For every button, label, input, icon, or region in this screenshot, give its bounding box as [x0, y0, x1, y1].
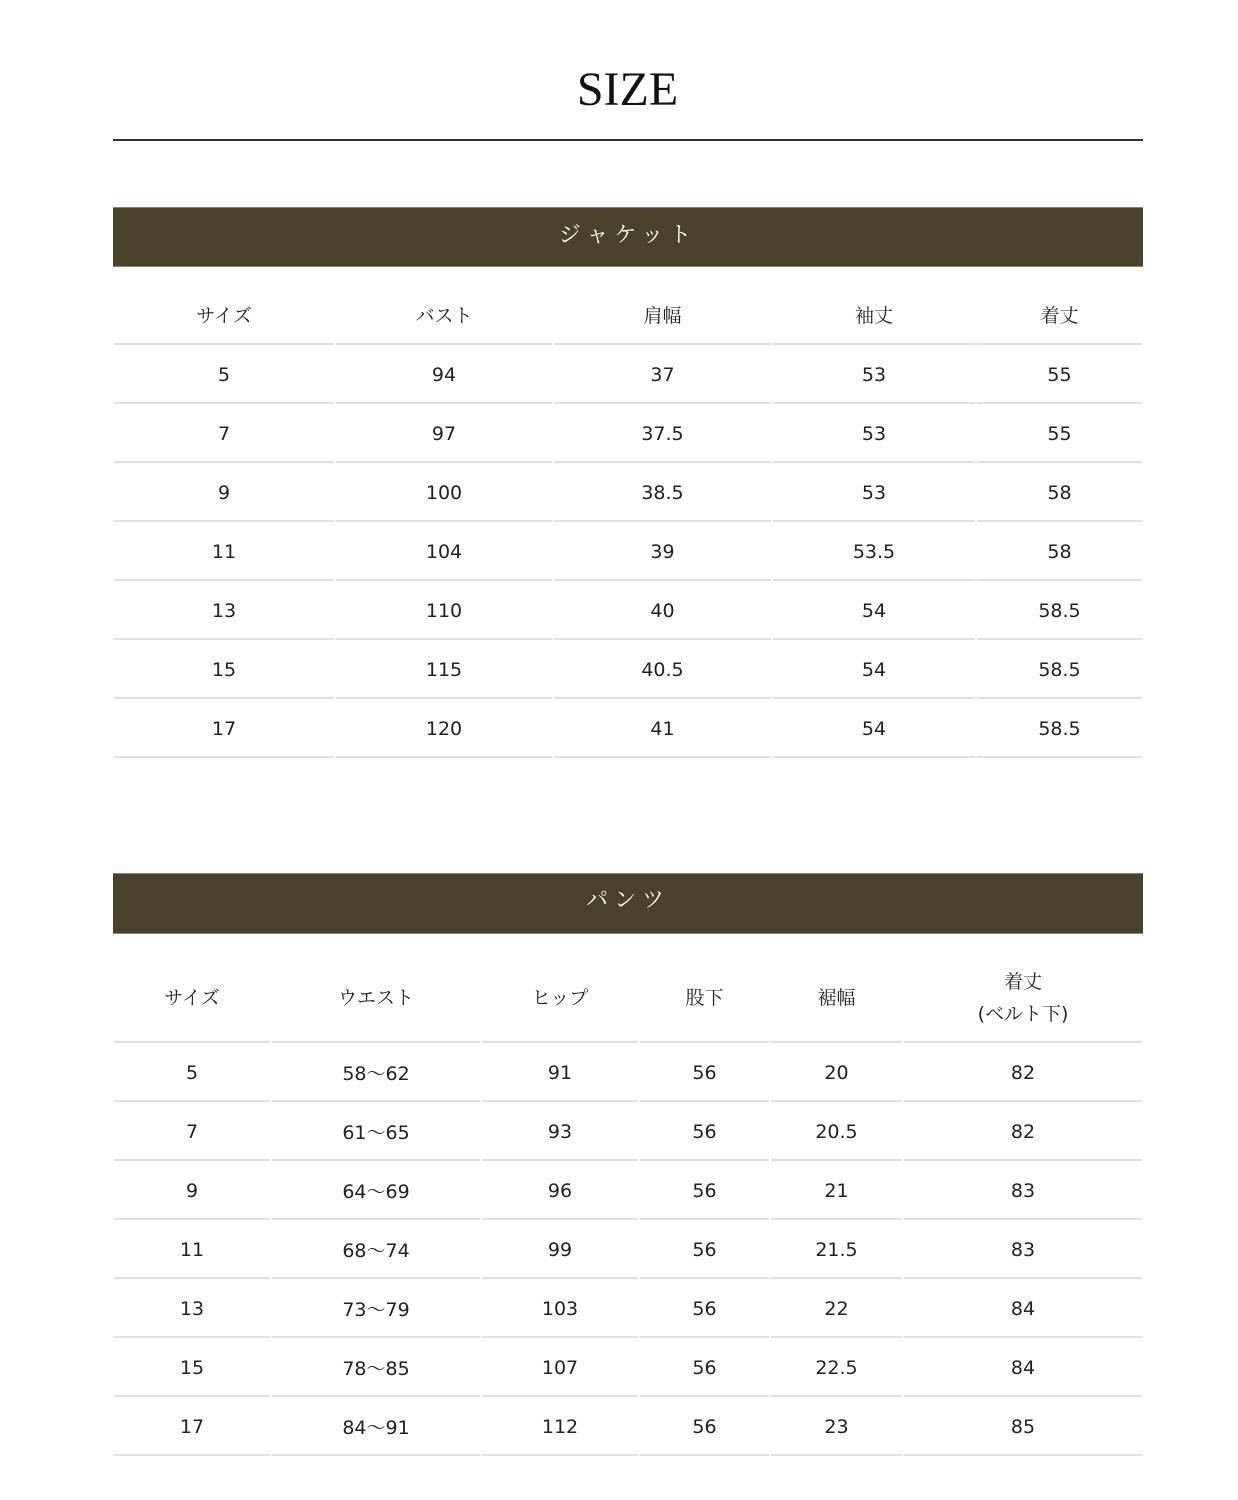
cell-sleeve-length: 53: [772, 345, 976, 404]
cell-length: 85: [903, 1397, 1143, 1456]
table-row: [113, 463, 1143, 522]
cell-inseam: 56: [639, 1220, 770, 1279]
cell-hem-width: 22.5: [770, 1338, 903, 1397]
table-header-row: [113, 953, 1143, 1043]
cell-sleeve-length: 54: [772, 640, 976, 699]
cell-hem-width: 21: [770, 1161, 903, 1220]
page-title: SIZE: [576, 63, 679, 116]
cell-length: 58.5: [976, 640, 1143, 699]
cell-length: 82: [903, 1043, 1143, 1102]
cell-bust: 97: [335, 404, 553, 463]
cell-size: 5: [113, 345, 335, 404]
jacket-size-table: [113, 284, 1143, 758]
cell-hip: 93: [481, 1102, 639, 1161]
cell-shoulder-width: 37.5: [553, 404, 772, 463]
cell-inseam: 56: [639, 1043, 770, 1102]
cell-length: 83: [903, 1220, 1143, 1279]
cell-length: 83: [903, 1161, 1143, 1220]
cell-size: 9: [113, 1161, 271, 1220]
column-header-sleeve-length: 袖丈: [772, 284, 976, 345]
column-header-length-label: 着丈: [1003, 971, 1042, 993]
column-header-waist: ウエスト: [271, 953, 481, 1043]
cell-hip: 99: [481, 1220, 639, 1279]
table-row: [113, 1279, 1143, 1338]
cell-size: 7: [113, 404, 335, 463]
column-header-shoulder-width: 肩幅: [553, 284, 772, 345]
table-row: [113, 1102, 1143, 1161]
cell-size: 15: [113, 640, 335, 699]
table-row: [113, 1220, 1143, 1279]
table-header-row: [113, 284, 1143, 345]
cell-waist: 84〜91: [271, 1397, 481, 1456]
column-header-length: [903, 953, 1143, 1043]
cell-inseam: 56: [639, 1161, 770, 1220]
cell-hem-width: 23: [770, 1397, 903, 1456]
column-header-hem-width: 裾幅: [770, 953, 903, 1043]
cell-bust: 120: [335, 699, 553, 758]
cell-length: 84: [903, 1338, 1143, 1397]
title-divider: [113, 139, 1143, 141]
cell-waist: 68〜74: [271, 1220, 481, 1279]
table-row: [113, 404, 1143, 463]
pants-size-table: [113, 953, 1143, 1456]
cell-hem-width: 20.5: [770, 1102, 903, 1161]
cell-length: 58: [976, 522, 1143, 581]
column-header-inseam: 股下: [639, 953, 770, 1043]
cell-hip: 112: [481, 1397, 639, 1456]
cell-size: 7: [113, 1102, 271, 1161]
cell-shoulder-width: 39: [553, 522, 772, 581]
cell-size: 11: [113, 1220, 271, 1279]
table-row: [113, 522, 1143, 581]
cell-shoulder-width: 37: [553, 345, 772, 404]
cell-bust: 110: [335, 581, 553, 640]
cell-length: 58: [976, 463, 1143, 522]
column-header-bust: バスト: [335, 284, 553, 345]
table-row: [113, 1397, 1143, 1456]
cell-length: 84: [903, 1279, 1143, 1338]
pants-section-heading: パンツ: [113, 873, 1143, 934]
table-row: [113, 1338, 1143, 1397]
cell-hip: 96: [481, 1161, 639, 1220]
cell-waist: 64〜69: [271, 1161, 481, 1220]
cell-hip: 107: [481, 1338, 639, 1397]
table-row: [113, 581, 1143, 640]
cell-inseam: 56: [639, 1102, 770, 1161]
cell-inseam: 56: [639, 1338, 770, 1397]
cell-size: 13: [113, 581, 335, 640]
table-row: [113, 1161, 1143, 1220]
cell-sleeve-length: 54: [772, 699, 976, 758]
cell-size: 11: [113, 522, 335, 581]
cell-bust: 104: [335, 522, 553, 581]
cell-size: 15: [113, 1338, 271, 1397]
table-row: [113, 699, 1143, 758]
cell-length: 55: [976, 345, 1143, 404]
cell-hem-width: 22: [770, 1279, 903, 1338]
cell-bust: 94: [335, 345, 553, 404]
cell-inseam: 56: [639, 1397, 770, 1456]
cell-hip: 91: [481, 1043, 639, 1102]
cell-sleeve-length: 53: [772, 404, 976, 463]
cell-shoulder-width: 40.5: [553, 640, 772, 699]
cell-length: 55: [976, 404, 1143, 463]
cell-shoulder-width: 40: [553, 581, 772, 640]
column-header-size: サイズ: [113, 953, 271, 1043]
cell-sleeve-length: 53: [772, 463, 976, 522]
column-header-size: サイズ: [113, 284, 335, 345]
cell-bust: 115: [335, 640, 553, 699]
column-header-length: 着丈: [976, 284, 1143, 345]
cell-shoulder-width: 38.5: [553, 463, 772, 522]
table-row: [113, 1043, 1143, 1102]
cell-bust: 100: [335, 463, 553, 522]
cell-hem-width: 20: [770, 1043, 903, 1102]
cell-length: 82: [903, 1102, 1143, 1161]
cell-size: 17: [113, 699, 335, 758]
cell-sleeve-length: 54: [772, 581, 976, 640]
cell-waist: 73〜79: [271, 1279, 481, 1338]
cell-size: 13: [113, 1279, 271, 1338]
cell-sleeve-length: 53.5: [772, 522, 976, 581]
cell-hem-width: 21.5: [770, 1220, 903, 1279]
cell-length: 58.5: [976, 581, 1143, 640]
cell-inseam: 56: [639, 1279, 770, 1338]
column-header-hip: ヒップ: [481, 953, 639, 1043]
cell-waist: 58〜62: [271, 1043, 481, 1102]
table-row: [113, 345, 1143, 404]
cell-hip: 103: [481, 1279, 639, 1338]
cell-waist: 78〜85: [271, 1338, 481, 1397]
cell-size: 9: [113, 463, 335, 522]
table-row: [113, 640, 1143, 699]
jacket-section-heading: ジャケット: [113, 207, 1143, 267]
cell-waist: 61〜65: [271, 1102, 481, 1161]
cell-length: 58.5: [976, 699, 1143, 758]
cell-shoulder-width: 41: [553, 699, 772, 758]
column-header-length-note: (ベルト下): [977, 1003, 1069, 1025]
cell-size: 17: [113, 1397, 271, 1456]
cell-size: 5: [113, 1043, 271, 1102]
